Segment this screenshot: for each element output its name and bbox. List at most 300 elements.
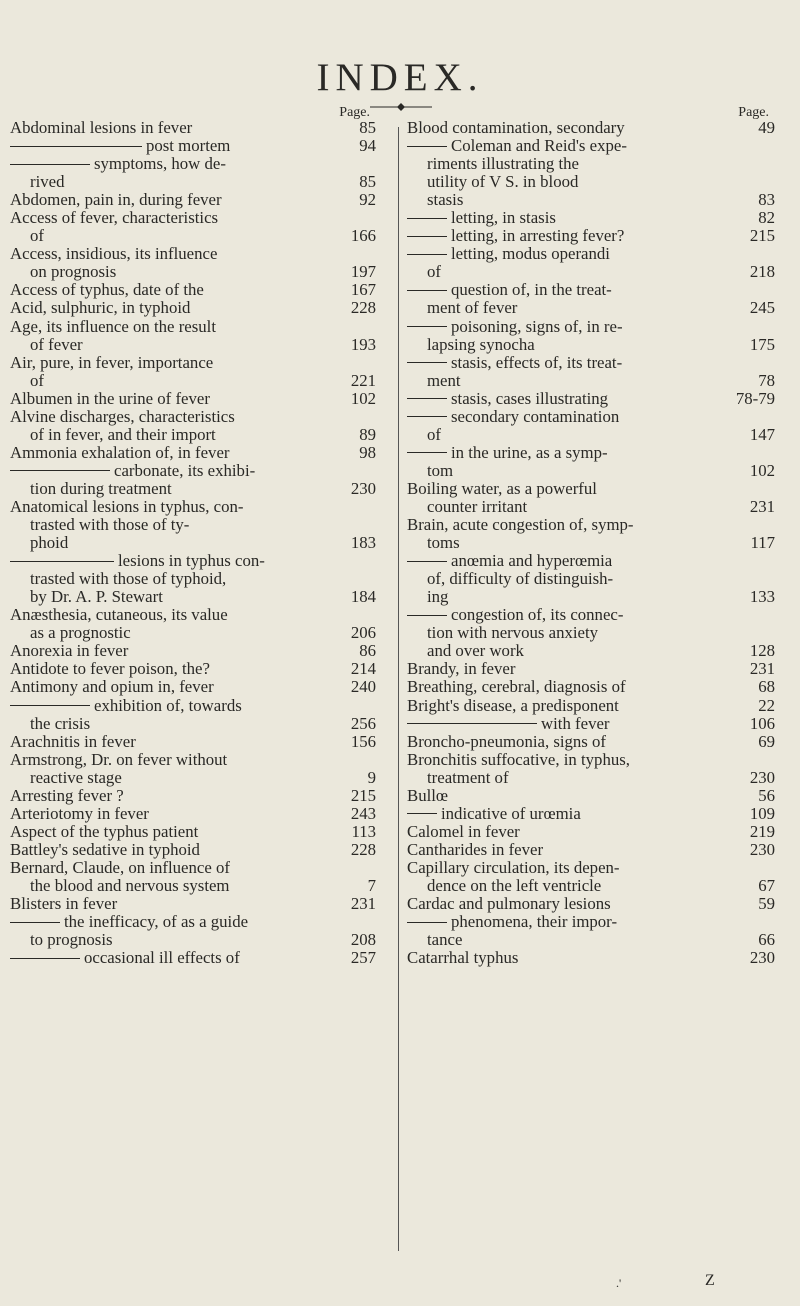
entry-text (10, 805, 332, 823)
entry-text-run: Access, insidious, its influence (10, 245, 218, 264)
entry-text (10, 570, 332, 588)
entry-text (10, 444, 332, 462)
page-number: 98 (359, 442, 376, 462)
page-number: 231 (749, 496, 775, 516)
index-entry (10, 444, 376, 462)
entry-text-run: Broncho-pneumonia, signs of (407, 732, 607, 751)
index-entry (10, 552, 376, 606)
page-number: 230 (749, 767, 775, 787)
entry-text-run: on prognosis (30, 263, 117, 282)
entry-text-run: Abdominal lesions in fever (10, 119, 193, 137)
page-number: 59 (758, 894, 775, 914)
page-number: 22 (758, 695, 775, 715)
ditto-rule (407, 615, 447, 616)
entry-text (10, 390, 332, 408)
entry-text (407, 516, 731, 534)
page-number: 83 (758, 190, 775, 210)
index-entry (407, 715, 775, 733)
entry-text-run: Arachnitis in fever (10, 732, 136, 751)
index-entry (407, 841, 775, 859)
index-entry (10, 209, 376, 245)
page-number: 215 (350, 785, 376, 805)
page-number: 67 (758, 875, 775, 895)
page-number: 243 (350, 803, 376, 823)
ditto-rule (10, 922, 60, 923)
index-entry (407, 516, 775, 552)
page-number: 184 (350, 587, 376, 607)
page-number: 193 (350, 334, 376, 354)
entry-text-run: Abdomen, pain in, during fever (10, 191, 222, 210)
entry-text (407, 787, 731, 805)
entry-text-run: indicative of urœmia (441, 804, 581, 823)
entry-text (10, 534, 332, 552)
index-entry (407, 895, 775, 913)
page-number: 221 (350, 370, 376, 390)
entry-text-run: riments illustrating the (427, 155, 579, 174)
entry-text (10, 155, 332, 173)
entry-text-run: lapsing synocha (427, 335, 535, 354)
ditto-rule (407, 398, 447, 399)
entry-text-run: Boiling water, as a powerful (407, 479, 597, 498)
entry-text (407, 642, 731, 660)
entry-text (10, 263, 332, 281)
entry-text (10, 318, 332, 336)
ditto-rule (10, 164, 90, 165)
entry-text-run: of (427, 425, 441, 444)
index-entry (10, 155, 376, 191)
index-entry (407, 281, 775, 317)
entry-text-run: Antidote to fever poison, the? (10, 660, 210, 679)
entry-text-run: phenomena, their impor- (451, 913, 618, 932)
entry-text-run: exhibition of, towards (94, 696, 242, 715)
page-number: 218 (749, 262, 775, 282)
entry-text (10, 931, 332, 949)
page-column-heading: Page. (339, 105, 370, 120)
entry-text-run: counter irritant (427, 497, 528, 516)
entry-text-run: ment of fever (427, 299, 518, 318)
ditto-rule (10, 146, 142, 147)
page-number: 56 (758, 785, 775, 805)
index-entry (10, 841, 376, 859)
entry-text (407, 408, 731, 426)
entry-text (10, 462, 332, 480)
page-number: 166 (350, 226, 376, 246)
entry-text-run: trasted with those of ty- (30, 516, 190, 535)
entry-text (10, 733, 332, 751)
index-entry (407, 227, 775, 245)
entry-text (10, 552, 332, 570)
page-number: 66 (758, 930, 775, 950)
page-number: 183 (350, 533, 376, 553)
entry-text-run: ment (427, 371, 461, 390)
ditto-rule (407, 362, 447, 363)
entry-text (10, 354, 332, 372)
entry-text (407, 119, 731, 137)
entry-text-run: tion with nervous anxiety (427, 624, 599, 643)
entry-text-run: Access of fever, characteristics (10, 209, 219, 228)
entry-text-run: lesions in typhus con- (118, 552, 265, 571)
page-title: INDEX. (316, 56, 484, 99)
entry-text (407, 660, 731, 678)
ditto-rule (407, 146, 447, 147)
index-entry (10, 805, 376, 823)
page-number: 147 (749, 424, 775, 444)
index-entry (407, 480, 775, 516)
entry-text (407, 227, 731, 245)
entry-text (10, 841, 332, 859)
page-number: 102 (350, 388, 376, 408)
page-number: 94 (359, 136, 376, 156)
index-entry (407, 137, 775, 209)
ditto-rule (407, 236, 447, 237)
entry-text (10, 137, 332, 155)
entry-text-run: the inefficacy, of as a guide (64, 913, 249, 932)
entry-text (407, 841, 731, 859)
index-entry-list (10, 119, 376, 967)
entry-text-run: Cardac and pulmonary lesions (407, 895, 611, 914)
entry-text (10, 119, 332, 137)
index-entry (10, 859, 376, 895)
entry-text (407, 281, 731, 299)
entry-text-run: Alvine discharges, characteristics (10, 407, 235, 426)
entry-text (407, 191, 731, 209)
index-entry (10, 678, 376, 696)
column-divider (398, 127, 399, 1251)
ditto-rule (407, 723, 537, 724)
entry-text-run: Antimony and opium in, fever (10, 678, 214, 697)
ditto-rule (407, 416, 447, 417)
index-entry (10, 137, 376, 155)
entry-text-run: Bernard, Claude, on influence of (10, 858, 230, 877)
entry-text (10, 191, 332, 209)
index-entry (407, 245, 775, 281)
entry-text-run: Albumen in the urine of fever (10, 389, 210, 408)
entry-text (407, 209, 731, 227)
entry-text-run: the crisis (30, 714, 91, 733)
entry-text-run: trasted with those of typhoid, (30, 570, 227, 589)
entry-text (407, 606, 731, 624)
page-number: 85 (359, 172, 376, 192)
entry-text-run: by Dr. A. P. Stewart (30, 588, 163, 607)
entry-text (407, 480, 731, 498)
entry-text-run: question of, in the treat- (451, 281, 612, 300)
entry-text (407, 336, 731, 354)
index-entry (10, 498, 376, 552)
entry-text (10, 173, 332, 191)
index-entry (10, 895, 376, 913)
entry-text (407, 462, 731, 480)
page-column-heading: Page. (738, 105, 769, 120)
entry-text-run: of (427, 263, 441, 282)
entry-text-run: Coleman and Reid's expe- (451, 137, 627, 156)
entry-text (10, 281, 332, 299)
page-number: 245 (749, 298, 775, 318)
entry-text (407, 678, 731, 696)
entry-text-run: Breathing, cerebral, diagnosis of (407, 678, 626, 697)
index-entry (10, 408, 376, 444)
index-column-right (407, 106, 775, 967)
page-number: 228 (350, 298, 376, 318)
index-entry (407, 552, 775, 606)
index-entry (407, 805, 775, 823)
entry-text-run: Air, pure, in fever, importance (10, 353, 214, 372)
entry-text-run: utility of V S. in blood (427, 173, 579, 192)
entry-text (407, 245, 731, 263)
entry-text (10, 877, 332, 895)
ditto-rule (407, 452, 447, 453)
page-number: 49 (758, 118, 775, 137)
index-entry (407, 606, 775, 660)
entry-text-run: Brain, acute congestion of, symp- (407, 516, 634, 535)
entry-text (407, 299, 731, 317)
entry-text (407, 733, 731, 751)
page-number: 215 (749, 226, 775, 246)
entry-text-run: to prognosis (30, 931, 113, 950)
entry-text (407, 859, 731, 877)
entry-text (407, 769, 731, 787)
entry-text-run: dence on the left ventricle (427, 876, 602, 895)
page-number: 69 (758, 731, 775, 751)
entry-text-run: of in fever, and their import (30, 425, 216, 444)
index-entry (407, 660, 775, 678)
entry-text (407, 426, 731, 444)
entry-text-run: poisoning, signs of, in re- (451, 317, 623, 336)
entry-text (10, 245, 332, 263)
entry-text-run: Blood contamination, secondary (407, 119, 625, 137)
page-number: 82 (758, 208, 775, 228)
page-number: 208 (350, 930, 376, 950)
index-entry (10, 697, 376, 733)
entry-text-run: carbonate, its exhibi- (114, 461, 256, 480)
index-entry (10, 660, 376, 678)
index-entry (407, 408, 775, 444)
page-number: 102 (749, 460, 775, 480)
entry-text-run: toms (427, 534, 460, 553)
entry-text (10, 516, 332, 534)
entry-text-run: ing (427, 588, 449, 607)
entry-text (10, 678, 332, 696)
ditto-rule (407, 218, 447, 219)
entry-text-run: Capillary circulation, its depen- (407, 858, 620, 877)
entry-text-run: Arteriotomy in fever (10, 804, 149, 823)
index-entry (407, 823, 775, 841)
index-entry (10, 354, 376, 390)
entry-text-run: congestion of, its connec- (451, 606, 624, 625)
entry-text (10, 913, 332, 931)
index-entry (407, 859, 775, 895)
index-column-left (10, 106, 376, 967)
entry-text-run: tance (427, 931, 463, 950)
stray-mark: .' (616, 1276, 622, 1290)
entry-text (407, 913, 731, 931)
page-number: 106 (749, 713, 775, 733)
entry-text (10, 895, 332, 913)
index-entry (407, 733, 775, 751)
entry-text (10, 660, 332, 678)
entry-text-run: and over work (427, 642, 524, 661)
entry-text (10, 787, 332, 805)
entry-text (407, 895, 731, 913)
page-number: 7 (367, 875, 376, 895)
page-number: 175 (749, 334, 775, 354)
ditto-rule (407, 326, 447, 327)
page-number: 231 (350, 894, 376, 914)
page-number: 231 (749, 659, 775, 679)
entry-text-run: the blood and nervous system (30, 876, 230, 895)
index-entry (407, 697, 775, 715)
page-number: 86 (359, 641, 376, 661)
entry-text-run: Acid, sulphuric, in typhoid (10, 299, 191, 318)
entry-text-run: Catarrhal typhus (407, 949, 519, 968)
index-entry (10, 606, 376, 642)
entry-text (407, 624, 731, 642)
entry-text (407, 498, 731, 516)
entry-text-run: post mortem (146, 137, 231, 156)
entry-text-run: Bright's disease, a predisponent (407, 696, 619, 715)
index-entry (407, 354, 775, 390)
entry-text-run: phoid (30, 534, 69, 553)
entry-text (407, 444, 731, 462)
page-number: 92 (359, 190, 376, 210)
entry-text-run: Age, its influence on the result (10, 317, 216, 336)
entry-text (407, 155, 731, 173)
page-number: 117 (750, 533, 775, 553)
entry-text (407, 263, 731, 281)
entry-text (10, 588, 332, 606)
index-entry (407, 787, 775, 805)
entry-text (407, 390, 731, 408)
index-entry (407, 318, 775, 354)
entry-text-run: Access of typhus, date of the (10, 281, 204, 300)
index-entry-list (407, 119, 775, 967)
entry-text-run: of, difficulty of distinguish- (427, 570, 614, 589)
entry-text-run: anœmia and hyperœmia (451, 552, 613, 571)
page-number: 219 (749, 821, 775, 841)
entry-text-run: with fever (541, 714, 610, 733)
entry-text-run: Bullœ (407, 786, 449, 805)
index-entry (10, 751, 376, 787)
entry-text (10, 859, 332, 877)
entry-text-run: as a prognostic (30, 624, 131, 643)
index-entry (10, 642, 376, 660)
entry-text (407, 570, 731, 588)
index-entry (10, 191, 376, 209)
entry-text (407, 805, 731, 823)
entry-text (10, 697, 332, 715)
entry-text (407, 534, 731, 552)
page-number: 206 (350, 623, 376, 643)
index-entry (407, 913, 775, 949)
page-number: 85 (359, 118, 376, 137)
ditto-rule (10, 561, 114, 562)
page-number: 89 (359, 424, 376, 444)
index-entry (407, 444, 775, 480)
entry-text (10, 498, 332, 516)
entry-text (10, 480, 332, 498)
entry-text (10, 336, 332, 354)
entry-text-run: Bronchitis suffocative, in typhus, (407, 750, 630, 769)
page-number: 128 (749, 641, 775, 661)
entry-text-run: reactive stage (30, 768, 122, 787)
entry-text-run: tom (427, 461, 454, 480)
index-entry (10, 913, 376, 949)
page-number: 257 (350, 948, 376, 968)
entry-text (10, 949, 332, 967)
entry-text-run: Brandy, in fever (407, 660, 516, 679)
entry-text (10, 751, 332, 769)
index-entry (10, 245, 376, 281)
entry-text (407, 751, 731, 769)
page-number: 78 (758, 370, 775, 390)
page-number: 78-79 (735, 388, 775, 408)
entry-text-run: secondary contamination (451, 407, 620, 426)
entry-text (407, 949, 731, 967)
entry-text-run: rived (30, 173, 65, 192)
page-number: 68 (758, 677, 775, 697)
signature-mark: Z (705, 1272, 715, 1289)
entry-text (10, 769, 332, 787)
index-entry (10, 281, 376, 299)
entry-text (10, 227, 332, 245)
entry-text-run: Ammonia exhalation of, in fever (10, 443, 230, 462)
index-entry (10, 318, 376, 354)
entry-text-run: tion during treatment (30, 479, 172, 498)
entry-text-run: letting, modus operandi (451, 245, 610, 264)
page-number: 197 (350, 262, 376, 282)
page-number: 109 (749, 803, 775, 823)
page-number: 9 (367, 767, 376, 787)
entry-text (10, 606, 332, 624)
index-entry (10, 949, 376, 967)
entry-text (10, 299, 332, 317)
entry-text-run: stasis, effects of, its treat- (451, 353, 623, 372)
entry-text-run: Anæsthesia, cutaneous, its value (10, 606, 228, 625)
index-entry (10, 390, 376, 408)
page-number: 240 (350, 677, 376, 697)
entry-text-run: letting, in stasis (451, 209, 556, 228)
entry-text (407, 372, 731, 390)
ditto-rule (407, 813, 437, 814)
entry-text-run: in the urine, as a symp- (451, 443, 608, 462)
ditto-rule (407, 561, 447, 562)
index-entry (10, 733, 376, 751)
entry-text (10, 426, 332, 444)
entry-text (10, 715, 332, 733)
page-number: 214 (350, 659, 376, 679)
entry-text (407, 931, 731, 949)
entry-text (407, 137, 731, 155)
ditto-rule (407, 254, 447, 255)
entry-text-run: Armstrong, Dr. on fever without (10, 750, 228, 769)
entry-text (407, 552, 731, 570)
entry-text (407, 823, 731, 841)
entry-text (10, 372, 332, 390)
entry-text (407, 877, 731, 895)
index-entry (407, 678, 775, 696)
entry-text-run: Battley's sedative in typhoid (10, 840, 200, 859)
page-number: 133 (749, 587, 775, 607)
entry-text-run: Aspect of the typhus patient (10, 822, 199, 841)
page-number: 167 (350, 280, 376, 300)
entry-text-run: of (30, 227, 44, 246)
ditto-rule (407, 290, 447, 291)
ditto-rule (10, 470, 110, 471)
entry-text (10, 823, 332, 841)
entry-text (10, 624, 332, 642)
index-entry (407, 209, 775, 227)
entry-text-run: occasional ill effects of (84, 949, 240, 968)
index-entry (10, 823, 376, 841)
